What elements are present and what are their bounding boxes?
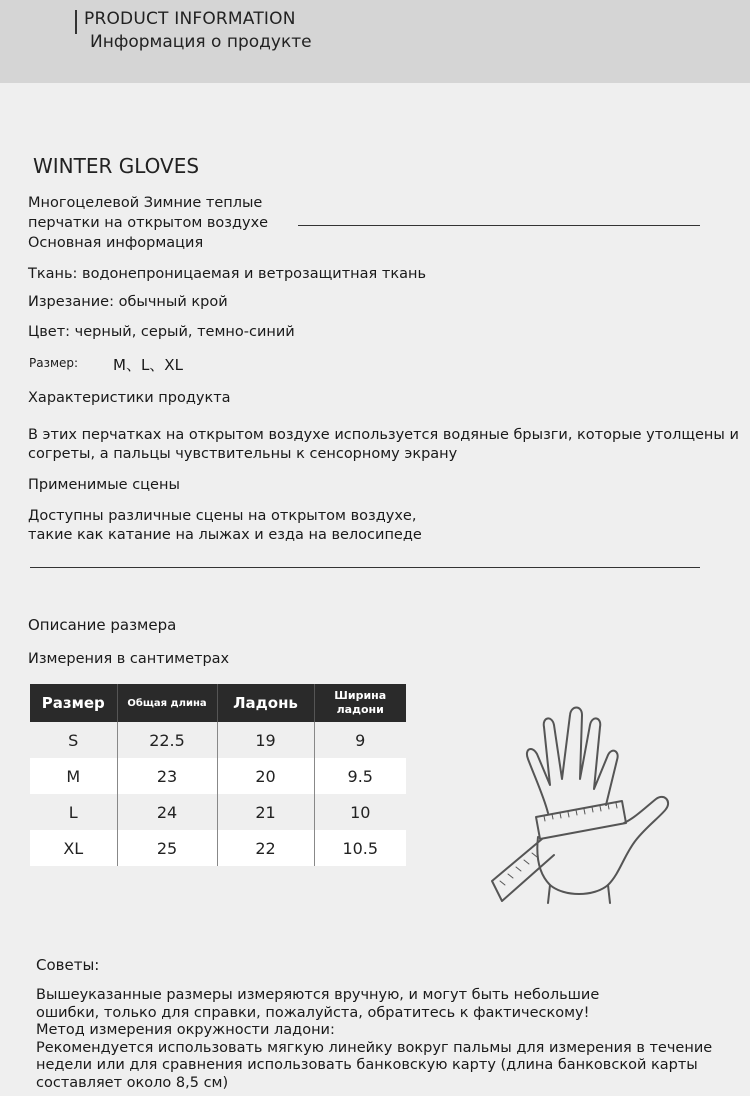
scenes-line-2: такие как катание на лыжах и езда на велосипеде (28, 527, 422, 543)
tips-line-3: Метод измерения окружности ладони: (36, 1022, 335, 1038)
table-row (30, 794, 406, 830)
fabric-text: Ткань: водонепроницаемая и ветрозащитная ткань (28, 266, 426, 282)
cell-palm-width: 9 (314, 722, 406, 758)
tips-text (36, 987, 736, 1092)
color-text: Цвет: черный, серый, темно-синий (28, 324, 295, 340)
header-palm-width-line-1: Ширина (334, 689, 387, 702)
header-total-length: Общая длина (117, 684, 217, 722)
header-title-ru: Информация о продукте (90, 32, 312, 52)
divider-top (298, 225, 700, 226)
cell-total-length: 22.5 (117, 722, 217, 758)
features-line-2: согреты, а пальцы чувствительны к сенсорному экрану (28, 446, 458, 462)
features-heading: Характеристики продукта (28, 390, 231, 406)
cell-total-length: 24 (117, 794, 217, 830)
basic-info-heading: Основная информация (28, 235, 204, 251)
tips-heading: Советы: (36, 956, 100, 974)
size-table-header-row (30, 684, 406, 722)
page-header (0, 0, 750, 83)
header-accent-bar (75, 10, 77, 34)
cell-total-length: 23 (117, 758, 217, 794)
cell-palm-width: 10 (314, 794, 406, 830)
table-row (30, 758, 406, 794)
intro-line-2: перчатки на открытом воздухе (28, 215, 269, 231)
tips-line-5: недели или для сравнения использовать банковскую карту (длина банковской карты (36, 1057, 698, 1073)
size-units-text: Измерения в сантиметрах (28, 651, 230, 667)
size-values: M、L、XL (113, 356, 183, 374)
product-title: WINTER GLOVES (33, 154, 200, 178)
cell-size: S (30, 722, 117, 758)
header-palm-width-line-2: ладони (336, 703, 384, 716)
cell-palm-width: 9.5 (314, 758, 406, 794)
intro-line-1: Многоцелевой Зимние теплые (28, 195, 263, 211)
table-row (30, 722, 406, 758)
tips-line-6: составляет около 8,5 см) (36, 1074, 229, 1091)
cut-text: Изрезание: обычный крой (28, 294, 228, 310)
cell-size: L (30, 794, 117, 830)
size-table (30, 684, 406, 866)
cell-size: XL (30, 830, 117, 866)
size-label: Размер: (29, 356, 79, 370)
tips-line-4: Рекомендуется использовать мягкую линейку вокруг пальмы для измерения в течение (36, 1039, 713, 1056)
cell-total-length: 25 (117, 830, 217, 866)
cell-palm: 22 (217, 830, 314, 866)
size-section-title: Описание размера (28, 616, 177, 634)
cell-size: M (30, 758, 117, 794)
scenes-line-1: Доступны различные сцены на открытом воздухе, (28, 508, 417, 524)
table-row (30, 830, 406, 866)
glove-measuring-tape-icon (486, 705, 676, 910)
tips-line-2: ошибки, только для справки, пожалуйста, обратитесь к фактическому! (36, 1004, 590, 1021)
features-line-1: В этих перчатках на открытом воздухе используется водяные брызги, которые утолщены и (28, 427, 739, 443)
scenes-text (28, 507, 422, 545)
header-palm-width (314, 684, 406, 722)
cell-palm-width: 10.5 (314, 830, 406, 866)
header-title-en: PRODUCT INFORMATION (84, 9, 296, 29)
header-size: Размер (30, 684, 117, 722)
cell-palm: 21 (217, 794, 314, 830)
header-palm: Ладонь (217, 684, 314, 722)
cell-palm: 19 (217, 722, 314, 758)
divider-middle (30, 567, 700, 568)
scenes-heading: Применимые сцены (28, 477, 180, 493)
tips-line-1: Вышеуказанные размеры измеряются вручную, и могут быть небольшие (36, 987, 600, 1003)
cell-palm: 20 (217, 758, 314, 794)
product-intro (28, 193, 298, 253)
features-text (28, 426, 739, 464)
